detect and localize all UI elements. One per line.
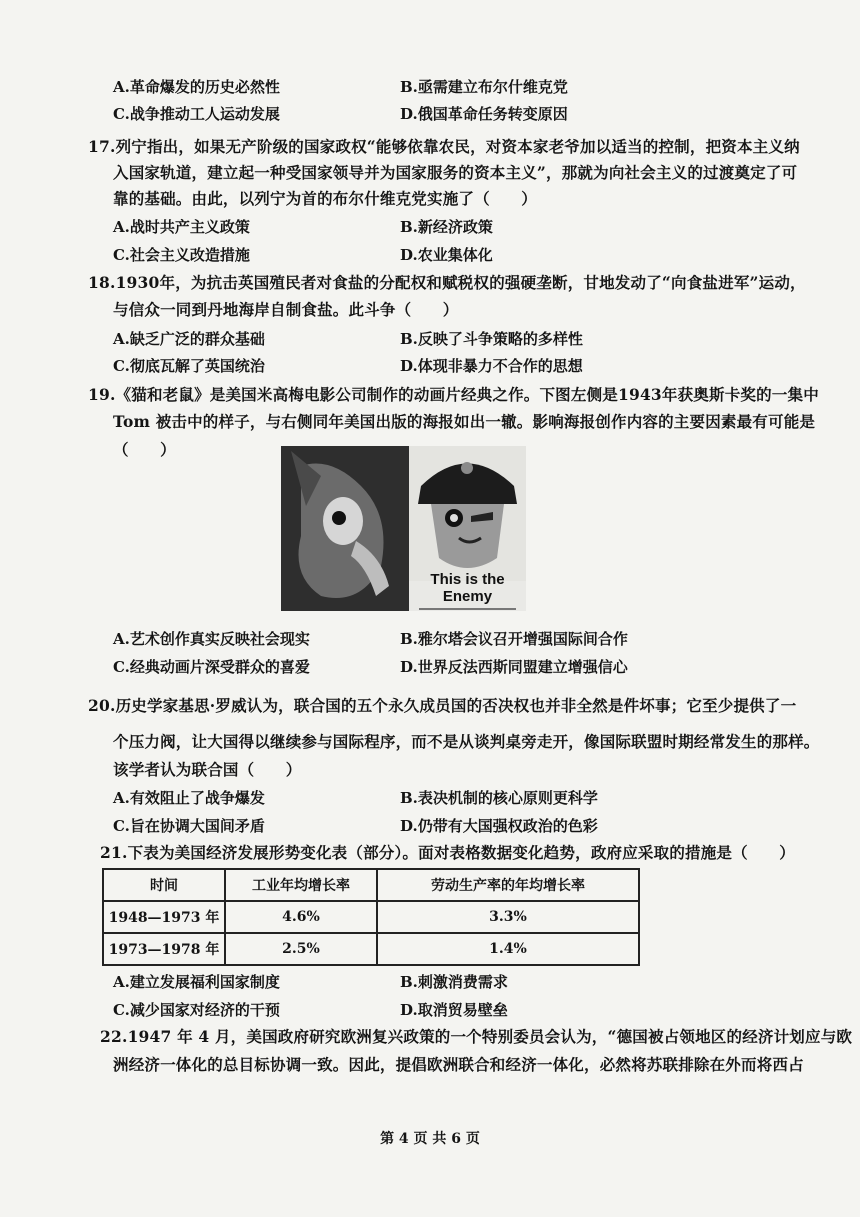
poster-caption: This is the Enemy xyxy=(430,571,505,605)
q20-option-b: B.表决机制的核心原则更科学 xyxy=(400,789,598,807)
q17-option-b: B.新经济政策 xyxy=(400,218,493,236)
poster-fine-print xyxy=(419,608,516,610)
q19-option-d: D.世界反法西斯同盟建立增强信心 xyxy=(400,658,628,676)
q18-stem-line-2: 与信众一同到丹地海岸自制食盐。此斗争（ ） xyxy=(113,300,459,319)
table-cell: 1948—1973 年 xyxy=(103,901,225,933)
q18-stem-line-1: 18.1930年，为抗击英国殖民者对食盐的分配权和赋税权的强硬垄断，甘地发动了“向食盐进军”运动， xyxy=(88,273,806,292)
q20-option-c: C.旨在协调大国间矛盾 xyxy=(113,817,265,835)
q19-stem-line-1: 19.《猫和老鼠》是美国米高梅电影公司制作的动画片经典之作。下图左侧是1943年获奥斯卡奖的一集中 xyxy=(88,385,819,404)
q17-stem-line-3: 靠的基础。由此，以列宁为首的布尔什维克党实施了（ ） xyxy=(113,189,537,208)
table-header-cell: 时间 xyxy=(103,869,225,901)
q21-option-c: C.减少国家对经济的干预 xyxy=(113,1001,280,1019)
q18-option-c: C.彻底瓦解了英国统治 xyxy=(113,357,265,375)
q19-stem-line-2: Tom 被击中的样子，与右侧同年美国出版的海报如出一辙。影响海报创作内容的主要因素最有可能是 xyxy=(113,412,816,431)
q19-figure xyxy=(281,446,526,611)
table-cell: 2.5% xyxy=(225,933,377,965)
q16-option-d: D.俄国革命任务转变原因 xyxy=(400,105,568,123)
q17-stem-line-1: 17.列宁指出，如果无产阶级的国家政权“能够依靠农民，对资本家老爷加以适当的控制，把资本主义纳 xyxy=(88,137,800,156)
q21-option-a: A.建立发展福利国家制度 xyxy=(113,973,280,991)
page-footer: 第 4 页 共 6 页 xyxy=(380,1131,480,1147)
q17-stem-line-2: 入国家轨道，建立起一种受国家领导并为国家服务的资本主义”，那就为向社会主义的过渡奠定了可 xyxy=(113,163,798,182)
q20-stem-line-2: 个压力阀，让大国得以继续参与国际程序，而不是从谈判桌旁走开，像国际联盟时期经常发生的那样。 xyxy=(113,732,820,751)
q22-stem-line-1: 22.1947 年 4 月，美国政府研究欧洲复兴政策的一个特别委员会认为，“德国被占领地区的经济计划应与欧 xyxy=(100,1027,853,1046)
q19-option-c: C.经典动画片深受群众的喜爱 xyxy=(113,658,310,676)
poster-image xyxy=(409,446,526,611)
table-cell: 4.6% xyxy=(225,901,377,933)
q18-option-b: B.反映了斗争策略的多样性 xyxy=(400,330,583,348)
q20-option-d: D.仍带有大国强权政治的色彩 xyxy=(400,817,598,835)
q20-stem-line-1: 20.历史学家基思·罗威认为，联合国的五个永久成员国的否决权也并非全然是件坏事；它至少提供了一 xyxy=(88,696,797,715)
q21-option-d: D.取消贸易壁垒 xyxy=(400,1001,508,1019)
table-cell: 3.3% xyxy=(377,901,639,933)
q19-option-a: A.艺术创作真实反映社会现实 xyxy=(113,630,310,648)
q16-option-a: A.革命爆发的历史必然性 xyxy=(113,78,280,96)
q19-stem-line-3: （ ） xyxy=(113,440,176,459)
table-cell: 1.4% xyxy=(377,933,639,965)
q19-option-b: B.雅尔塔会议召开增强国际间合作 xyxy=(400,630,628,648)
q21-option-b: B.刺激消费需求 xyxy=(400,973,508,991)
table-header-cell: 工业年均增长率 xyxy=(225,869,377,901)
q18-option-d: D.体现非暴力不合作的思想 xyxy=(400,357,583,375)
q16-option-b: B.亟需建立布尔什维克党 xyxy=(400,78,568,96)
q21-data-table xyxy=(102,868,640,966)
table-row xyxy=(103,933,639,965)
q20-stem-line-3: 该学者认为联合国（ ） xyxy=(113,760,302,779)
q20-option-a: A.有效阻止了战争爆发 xyxy=(113,789,265,807)
table-cell: 1973—1978 年 xyxy=(103,933,225,965)
q17-option-d: D.农业集体化 xyxy=(400,246,493,264)
q18-option-a: A.缺乏广泛的群众基础 xyxy=(113,330,265,348)
table-header-row xyxy=(103,869,639,901)
table-row xyxy=(103,901,639,933)
q22-stem-line-2: 洲经济一体化的总目标协调一致。因此，提倡欧洲联合和经济一体化，必然将苏联排除在外而将西占 xyxy=(113,1055,804,1074)
q21-stem-line-1: 21.下表为美国经济发展形势变化表（部分）。面对表格数据变化趋势，政府应采取的措施是（ ） xyxy=(100,843,795,862)
cartoon-cat-image xyxy=(281,446,409,611)
table-header-cell: 劳动生产率的年均增长率 xyxy=(377,869,639,901)
q17-option-a: A.战时共产主义政策 xyxy=(113,218,250,236)
q16-option-c: C.战争推动工人运动发展 xyxy=(113,105,280,123)
q17-option-c: C.社会主义改造措施 xyxy=(113,246,250,264)
